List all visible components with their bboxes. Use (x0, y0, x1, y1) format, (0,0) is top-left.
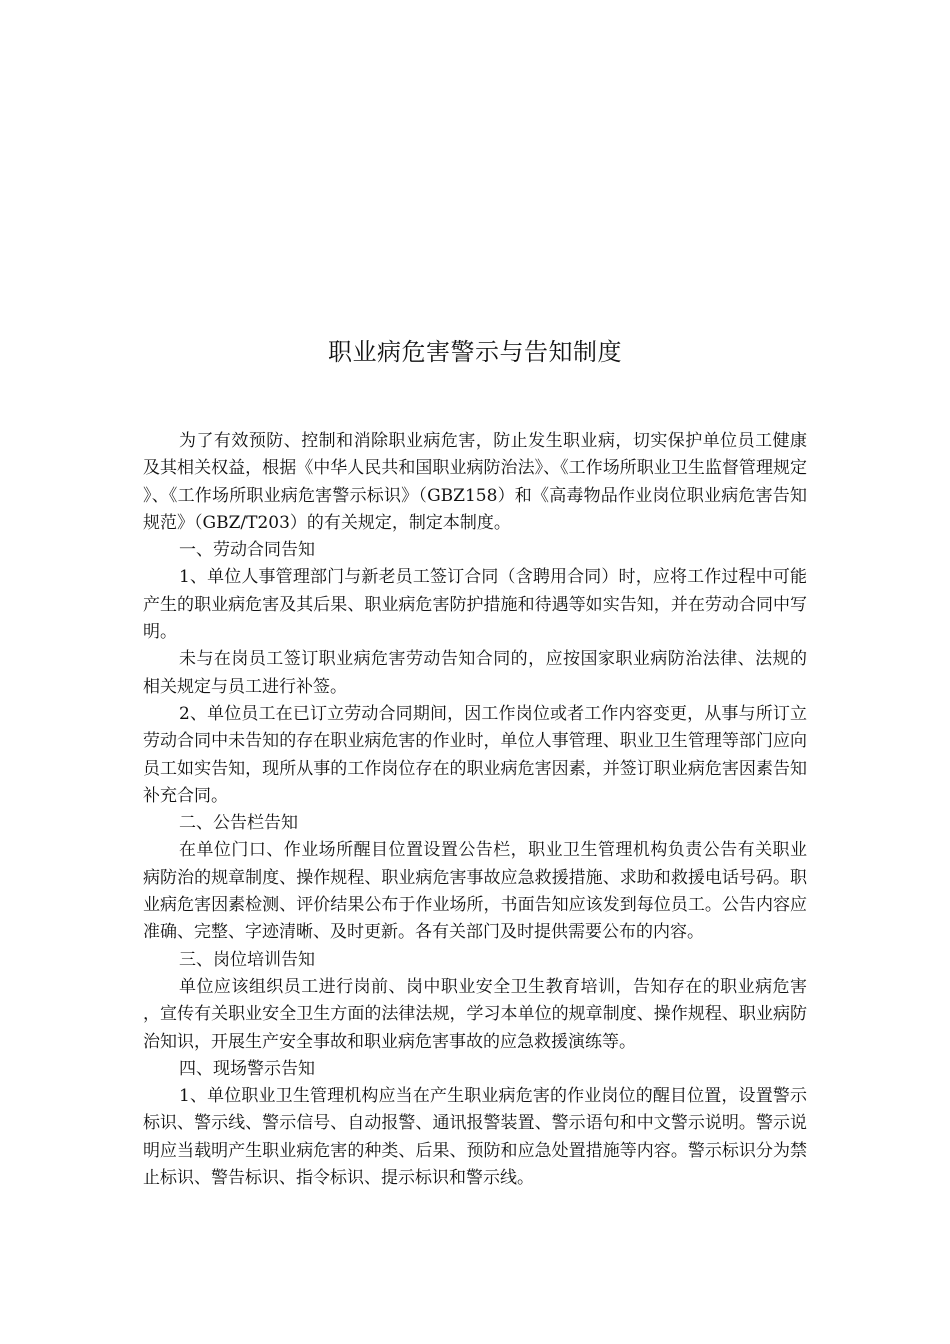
paragraph-labor-contract-supplement: 未与在岗员工签订职业病危害劳动告知合同的，应按国家职业病防治法律、法规的相关规定与员工进行补签。 (143, 649, 807, 697)
paragraph-labor-contract-2: 2、单位员工在已订立劳动合同期间，因工作岗位或者工作内容变更，从事与所订立劳动合同中未告知的存在职业病危害的作业时，单位人事管理、职业卫生管理等部门应向员工如实告知，现所从事的工作岗位存在的职业病危害因素，并签订职业病危害因素告知补充合同。 (143, 703, 807, 806)
paragraph-labor-contract-1: 1、单位人事管理部门与新老员工签订合同（含聘用合同）时，应将工作过程中可能产生的职业病危害及其后果、职业病危害防护措施和待遇等如实告知，并在劳动合同中写明。 (143, 567, 807, 643)
intro-paragraph: 为了有效预防、控制和消除职业病危害，防止发生职业病，切实保护单位员工健康及其相关权益，根据《中华人民共和国职业病防治法》、《工作场所职业卫生监督管理规定》、《工作场所职业病危害警示标识》（GBZ158）和《高毒物品作业岗位职业病危害告知规范》（GBZ/T203）的有关规定，制定本制度。 (143, 431, 807, 533)
section-heading-training: 三、岗位培训告知 (179, 949, 315, 970)
paragraph-bulletin-board: 在单位门口、作业场所醒目位置设置公告栏，职业卫生管理机构负责公告有关职业病防治的规章制度、操作规程、职业病危害事故应急救援措施、求助和救援电话号码。职业病危害因素检测、评价结果公布于作业场所，书面告知应该发到每位员工。公告内容应准确、完整、字迹清晰、及时更新。各有关部门及时提供需要公布的内容。 (143, 840, 807, 943)
document-body (143, 428, 807, 1192)
paragraph-onsite-warning-1: 1、单位职业卫生管理机构应当在产生职业病危害的作业岗位的醒目位置，设置警示标识、警示线、警示信号、自动报警、通讯报警装置、警示语句和中文警示说明。警示说明应当载明产生职业病危害的种类、后果、预防和应急处置措施等内容。警示标识分为禁止标识、警告标识、指令标识、提示标识和警示线。 (143, 1086, 807, 1189)
paragraph-training: 单位应该组织员工进行岗前、岗中职业安全卫生教育培训，告知存在的职业病危害，宣传有关职业安全卫生方面的法律法规，学习本单位的规章制度、操作规程、职业病防治知识，开展生产安全事故和职业病危害事故的应急救援演练等。 (143, 976, 807, 1052)
section-heading-onsite-warning: 四、现场警示告知 (179, 1058, 315, 1079)
section-heading-bulletin-board: 二、公告栏告知 (179, 813, 298, 834)
section-heading-labor-contract: 一、劳动合同告知 (179, 540, 315, 561)
document-title: 职业病危害警示与告知制度 (328, 338, 622, 366)
